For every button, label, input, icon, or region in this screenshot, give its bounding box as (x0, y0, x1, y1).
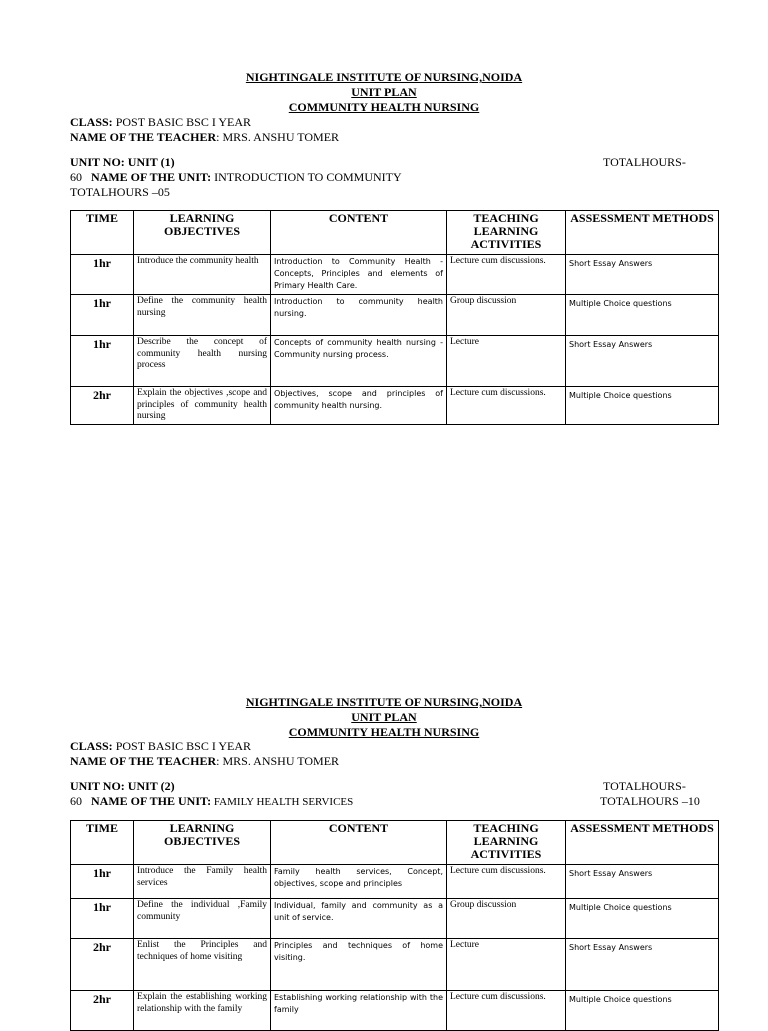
table-row (71, 295, 719, 336)
table-row (71, 899, 719, 939)
cell-assessment: Multiple Choice questions (566, 899, 719, 939)
cell-content: Objectives, scope and principles of community health nursing. (271, 387, 447, 425)
cell-activity: Lecture cum discussions. (447, 387, 566, 425)
table-row (71, 387, 719, 425)
class-label: CLASS: (70, 739, 113, 753)
cell-content: Individual, family and community as a unit of service. (271, 899, 447, 939)
cell-objective: Introduce the community health (134, 255, 271, 295)
total-hours-value: TOTALHOURS –05 (70, 185, 170, 199)
unit-name-label: NAME OF THE UNIT: (91, 170, 212, 184)
cell-time: 1hr (71, 899, 134, 939)
cell-time: 2hr (71, 991, 134, 1031)
cell-objective: Enlist the Principles and techniques of home visiting (134, 939, 271, 991)
cell-time: 2hr (71, 387, 134, 425)
header-time: TIME (71, 211, 134, 255)
cell-content: Principles and techniques of home visiting. (271, 939, 447, 991)
cell-assessment: Short Essay Answers (566, 865, 719, 899)
unit-name-line (70, 794, 353, 810)
cell-time: 1hr (71, 865, 134, 899)
header-content: CONTENT (271, 821, 447, 865)
header-assessment: ASSESSMENT METHODS (566, 211, 719, 255)
cell-objective: Describe the concept of community health nursing process (134, 336, 271, 387)
cell-objective: Explain the establishing working relationship with the family (134, 991, 271, 1031)
cell-assessment: Short Essay Answers (566, 255, 719, 295)
sixty-value: 60 (70, 794, 82, 808)
unit-name-label: NAME OF THE UNIT: (91, 794, 212, 808)
header-content: CONTENT (271, 211, 447, 255)
class-value: POST BASIC BSC I YEAR (112, 739, 252, 753)
unit-name-value: INTRODUCTION TO COMMUNITY (211, 170, 402, 184)
cell-objective: Introduce the Family health services (134, 865, 271, 899)
unit-plan-table (70, 210, 719, 425)
unit-plan-table (70, 820, 719, 1031)
cell-activity: Lecture (447, 336, 566, 387)
class-label: CLASS: (70, 115, 113, 129)
header-objectives: LEARNING OBJECTIVES (134, 821, 271, 865)
cell-time: 1hr (71, 295, 134, 336)
cell-activity: Lecture cum discussions. (447, 255, 566, 295)
cell-activity: Lecture cum discussions. (447, 865, 566, 899)
cell-time: 2hr (71, 939, 134, 991)
cell-assessment: Multiple Choice questions (566, 295, 719, 336)
class-line (70, 739, 251, 754)
cell-content: Family health services, Concept, objectives, scope and principles (271, 865, 447, 899)
cell-assessment: Short Essay Answers (566, 939, 719, 991)
cell-content: Concepts of community health nursing - Community nursing process. (271, 336, 447, 387)
table-row (71, 865, 719, 899)
header-assessment: ASSESSMENT METHODS (566, 821, 719, 865)
total-hours-value: TOTALHOURS –10 (600, 794, 700, 808)
header-time: TIME (71, 821, 134, 865)
plan-title: UNIT PLAN (351, 710, 417, 724)
teacher-label: NAME OF THE TEACHER (70, 130, 217, 144)
cell-activity: Lecture cum discussions. (447, 991, 566, 1031)
institute-title: NIGHTINGALE INSTITUTE OF NURSING,NOIDA (245, 70, 523, 84)
sixty-value: 60 (70, 170, 82, 184)
table-row (71, 255, 719, 295)
teacher-value: : MRS. ANSHU TOMER (216, 754, 340, 768)
subject-title: COMMUNITY HEALTH NURSING (288, 100, 480, 114)
cell-assessment: Multiple Choice questions (566, 991, 719, 1031)
unit-number: UNIT NO: UNIT (2) (70, 779, 175, 793)
unit-number: UNIT NO: UNIT (1) (70, 155, 175, 169)
table-header-row (71, 821, 719, 865)
unit-name-value: FAMILY HEALTH SERVICES (211, 796, 354, 808)
teacher-value: : MRS. ANSHU TOMER (216, 130, 340, 144)
class-value: POST BASIC BSC I YEAR (112, 115, 252, 129)
cell-content: Establishing working relationship with the family (271, 991, 447, 1031)
cell-activity: Lecture (447, 939, 566, 991)
unit-name-line (70, 170, 402, 185)
teacher-line (70, 130, 339, 145)
teacher-line (70, 754, 339, 769)
total-hours-label: TOTALHOURS- (603, 779, 686, 793)
cell-time: 1hr (71, 336, 134, 387)
class-line (70, 115, 251, 130)
teacher-label: NAME OF THE TEACHER (70, 754, 217, 768)
table-row (71, 336, 719, 387)
plan-title: UNIT PLAN (351, 85, 417, 99)
table-row (71, 939, 719, 991)
header-activities: TEACHING LEARNING ACTIVITIES (447, 211, 566, 255)
cell-assessment: Short Essay Answers (566, 336, 719, 387)
cell-content: Introduction to Community Health - Concepts, Principles and elements of Primary Health Care. (271, 255, 447, 295)
header-objectives: LEARNING OBJECTIVES (134, 211, 271, 255)
cell-activity: Group discussion (447, 899, 566, 939)
cell-objective: Explain the objectives ,scope and principles of community health nursing (134, 387, 271, 425)
header-activities: TEACHING LEARNING ACTIVITIES (447, 821, 566, 865)
cell-content: Introduction to community health nursing. (271, 295, 447, 336)
subject-title: COMMUNITY HEALTH NURSING (288, 725, 480, 739)
cell-assessment: Multiple Choice questions (566, 387, 719, 425)
table-header-row (71, 211, 719, 255)
institute-title: NIGHTINGALE INSTITUTE OF NURSING,NOIDA (245, 695, 523, 709)
table-row (71, 991, 719, 1031)
cell-objective: Define the individual ,Family community (134, 899, 271, 939)
cell-time: 1hr (71, 255, 134, 295)
cell-objective: Define the community health nursing (134, 295, 271, 336)
total-hours-label: TOTALHOURS- (603, 155, 686, 169)
cell-activity: Group discussion (447, 295, 566, 336)
